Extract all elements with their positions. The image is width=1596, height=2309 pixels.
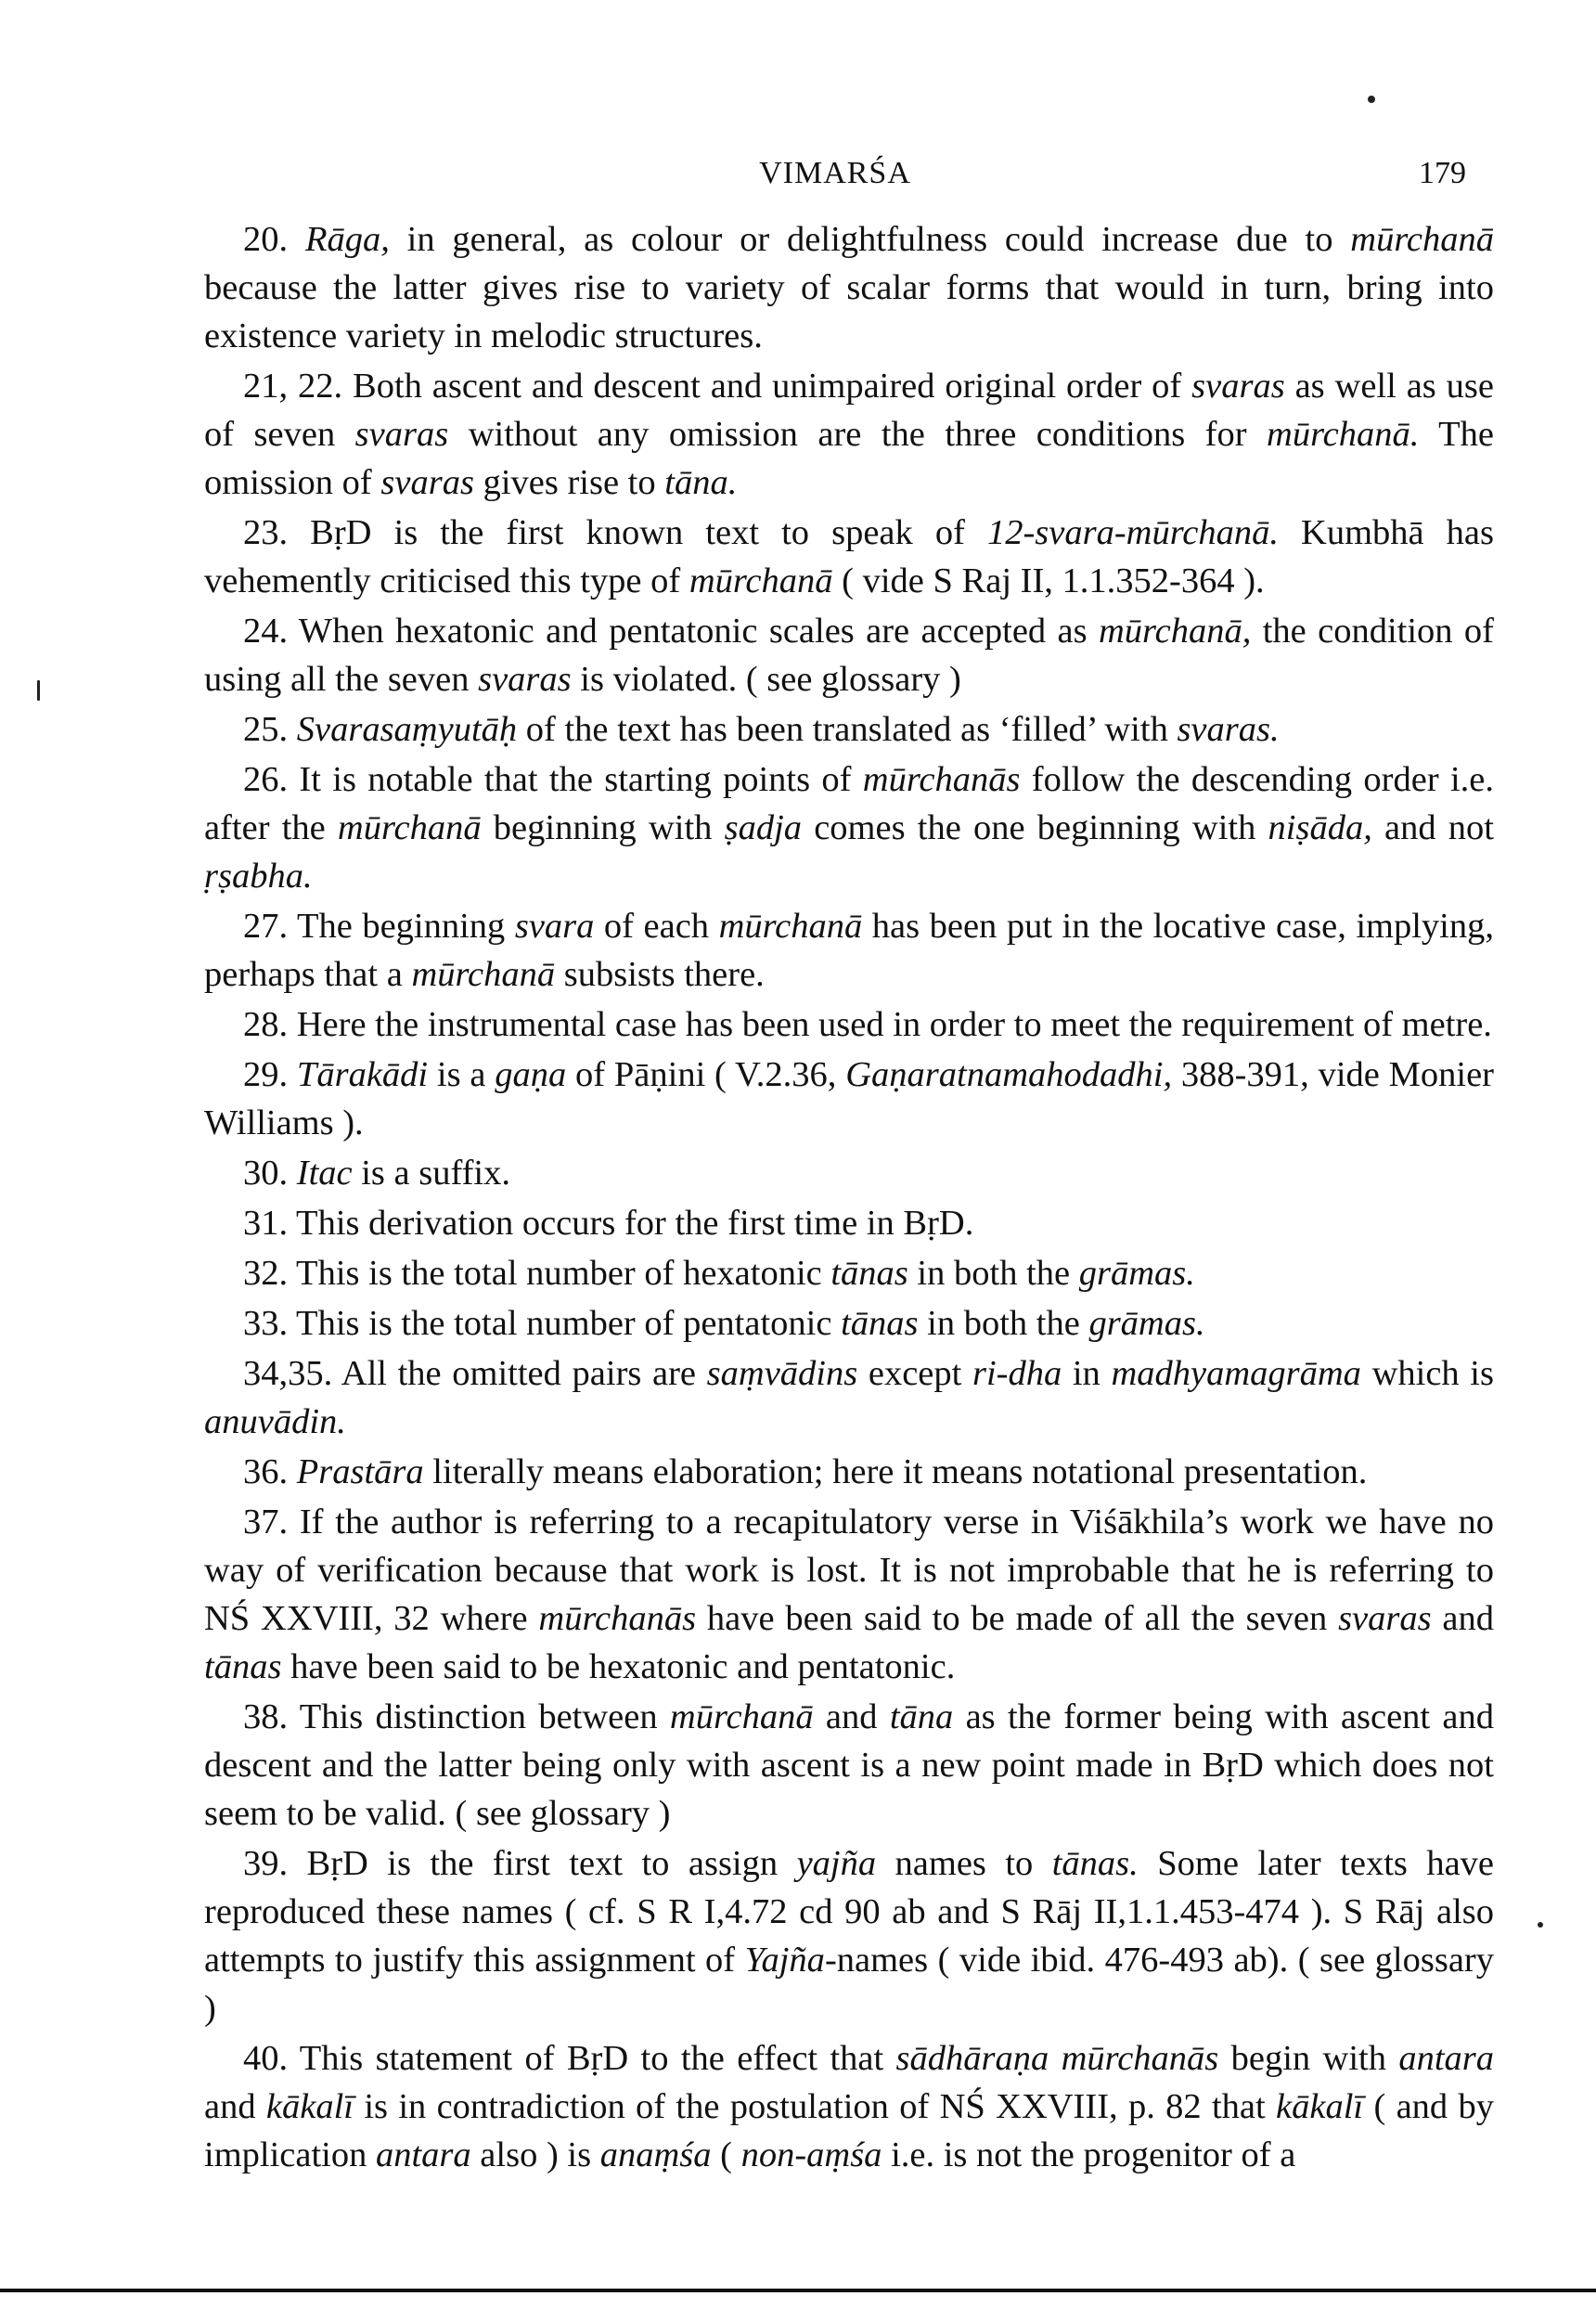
italic-term: tānas	[204, 1647, 282, 1686]
note-text: in both the	[918, 1304, 1089, 1343]
italic-term: mūrchanā	[718, 907, 863, 946]
italic-term: Prastāra	[296, 1452, 424, 1491]
note-text: literally means elaboration; here it means notational presentation.	[423, 1452, 1368, 1491]
endnote	[204, 1051, 1494, 1147]
italic-term: tānas	[830, 1254, 908, 1293]
italic-term: svaras	[478, 660, 572, 699]
running-head: VIMARŚA	[759, 156, 911, 190]
italic-term: kākalī	[1276, 2087, 1364, 2126]
italic-term: tānas	[841, 1304, 919, 1343]
page-header	[204, 156, 1466, 202]
italic-term: yajña	[796, 1844, 877, 1883]
note-text: 29.	[243, 1055, 297, 1094]
note-text: subsists there.	[555, 955, 765, 994]
note-text: have been said to be made of all the seven	[696, 1599, 1339, 1638]
note-text: i.e. is not the progenitor of a	[882, 2135, 1296, 2174]
italic-term: mūrchanās	[862, 760, 1021, 799]
note-text: and	[204, 2087, 266, 2126]
italic-term: svaras.	[1177, 710, 1280, 749]
scan-speck	[37, 680, 40, 701]
note-text: ( vide S Raj II, 1.1.352-364 ).	[832, 561, 1265, 600]
note-text: of Pāṇini ( V.2.36,	[566, 1055, 846, 1094]
note-text: in both the	[907, 1254, 1079, 1293]
note-text: has been put in the locative case, implying, perhaps that a	[204, 907, 1494, 994]
note-text: begin with	[1218, 2039, 1399, 2078]
endnote	[204, 509, 1494, 605]
endnote	[204, 1149, 1494, 1197]
endnote	[204, 1000, 1494, 1049]
italic-term: Itac	[296, 1154, 353, 1193]
note-text: as the former being with ascent and descent and the latter being only with ascent is a new point made in BṛD which does not seem to be valid. ( see glossary )	[204, 1697, 1494, 1833]
note-text: is a	[428, 1055, 496, 1094]
italic-term: non-aṃśa	[740, 2135, 882, 2174]
endnote	[204, 1448, 1494, 1496]
note-text: 28. Here the instrumental case has been used in order to meet the requirement of metre.	[243, 1005, 1492, 1044]
note-text: and not	[1371, 808, 1494, 847]
note-text: of each	[594, 907, 719, 946]
italic-term: Rāga,	[304, 220, 390, 259]
italic-term: sādhāraṇa mūrchanās	[895, 2039, 1219, 2078]
italic-term: grāmas.	[1088, 1304, 1205, 1343]
note-text: without any omission are the three conditions for	[448, 415, 1268, 454]
note-text: in general, as colour or delightfulness could increase due to	[389, 220, 1351, 259]
note-text: is in contradiction of the postulation of NŚ XXVIII, p. 82 that	[354, 2087, 1277, 2126]
note-text: 32. This is the total number of hexatonic	[243, 1254, 831, 1293]
note-text: also ) is	[470, 2135, 600, 2174]
italic-term: Svarasaṃyutāḥ	[296, 710, 518, 749]
endnote	[204, 1693, 1494, 1838]
note-text: as well as use of seven	[204, 367, 1495, 454]
note-text: except	[857, 1354, 972, 1393]
note-text: 26. It is notable that the starting points of	[243, 760, 863, 799]
endnote	[204, 2034, 1494, 2179]
italic-term: svaras	[380, 463, 474, 502]
note-text: gives rise to	[473, 463, 665, 502]
note-text: is violated. ( see glossary )	[571, 660, 961, 699]
italic-term: tāna.	[664, 463, 738, 502]
italic-term: mūrchanā	[337, 808, 482, 847]
italic-term: mūrchanā	[1350, 220, 1494, 259]
italic-term: saṃvādins	[706, 1354, 858, 1393]
endnote	[204, 705, 1494, 754]
note-text: 24. When hexatonic and pentatonic scales are accepted as	[243, 612, 1099, 651]
italic-term: svaras	[354, 415, 449, 454]
endnotes-body	[204, 215, 1494, 2181]
note-text: 33. This is the total number of pentatonic	[243, 1304, 842, 1343]
endnote	[204, 1349, 1494, 1446]
italic-term: svaras	[1338, 1599, 1432, 1638]
endnote	[204, 607, 1494, 703]
note-text: 20.	[243, 220, 305, 259]
italic-term: mūrchanā	[689, 561, 833, 600]
endnote	[204, 1199, 1494, 1247]
note-text: and	[813, 1697, 890, 1736]
note-text: in	[1062, 1354, 1112, 1393]
endnote	[204, 1498, 1494, 1691]
italic-term: Yajña	[744, 1941, 825, 1980]
endnote	[204, 215, 1494, 360]
italic-term: tāna	[889, 1697, 954, 1736]
italic-term: antara	[1398, 2039, 1494, 2078]
italic-term: antara	[375, 2135, 471, 2174]
endnote	[204, 1299, 1494, 1348]
scan-speck	[1538, 1922, 1543, 1928]
note-text: the condition of using all the seven	[204, 612, 1494, 699]
italic-term: mūrchanā	[669, 1697, 814, 1736]
note-text: 21, 22. Both ascent and descent and unimpaired original order of	[243, 367, 1192, 406]
italic-term: svaras	[1191, 367, 1285, 406]
italic-term: gaṇa	[495, 1055, 567, 1094]
note-text: -names ( vide ibid. 476-493 ab). ( see glossary )	[204, 1941, 1494, 2028]
italic-term: Gaṇaratnamahodadhi,	[845, 1055, 1173, 1094]
note-text: ( and by implication	[204, 2087, 1494, 2174]
note-text: beginning with	[481, 808, 725, 847]
note-text: 40. This statement of BṛD to the effect that	[243, 2039, 896, 2078]
italic-term: anuvādin.	[204, 1402, 346, 1441]
italic-term: ṣadja	[724, 808, 803, 847]
italic-term: tānas.	[1051, 1844, 1139, 1883]
note-text: because the latter gives rise to variety of scalar forms that would in turn, bring into existence variety in melodic structures.	[204, 268, 1494, 355]
italic-term: madhyamagrāma	[1111, 1354, 1361, 1393]
note-text: 23. BṛD is the first known text to speak of	[243, 513, 987, 552]
note-text: 31. This derivation occurs for the first time in BṛD.	[243, 1204, 974, 1243]
italic-term: grāmas.	[1078, 1254, 1195, 1293]
note-text: 39. BṛD is the first text to assign	[243, 1844, 797, 1883]
note-text: names to	[876, 1844, 1052, 1883]
italic-term: mūrchanās	[538, 1599, 697, 1638]
scan-speck	[1368, 96, 1375, 103]
note-text: which is	[1360, 1354, 1494, 1393]
note-text: 25.	[243, 710, 297, 749]
italic-term: mūrchanā	[411, 955, 556, 994]
endnote	[204, 755, 1494, 900]
endnote	[204, 362, 1494, 507]
italic-term: niṣāda,	[1268, 808, 1372, 847]
italic-term: 12-svara-mūrchanā.	[986, 513, 1279, 552]
note-text: comes the one beginning with	[802, 808, 1268, 847]
italic-term: anaṃśa	[599, 2135, 712, 2174]
italic-term: mūrchanā.	[1267, 415, 1420, 454]
bottom-scan-edge	[0, 2289, 1596, 2292]
italic-term: kākalī	[265, 2087, 354, 2126]
note-text: of the text has been translated as ‘filled’ with	[517, 710, 1178, 749]
endnote	[204, 1249, 1494, 1297]
note-text: The omission of	[204, 415, 1494, 502]
note-text: have been said to be hexatonic and pentatonic.	[281, 1647, 956, 1686]
note-text: 36.	[243, 1452, 297, 1491]
note-text: 38. This distinction between	[243, 1697, 670, 1736]
note-text: is a suffix.	[352, 1154, 511, 1193]
page-number: 179	[1419, 156, 1466, 190]
note-text: 34,35. All the omitted pairs are	[243, 1354, 707, 1393]
endnote	[204, 902, 1494, 999]
italic-term: svara	[514, 907, 595, 946]
note-text: (	[711, 2135, 741, 2174]
note-text: 37. If the author is referring to a recapitulatory verse in Viśākhila’s work we have no way of verification because that work is lost. It is not improbable that he is referring to NŚ XXVIII, 32 where	[204, 1503, 1494, 1638]
italic-term: mūrchanā,	[1099, 612, 1252, 651]
note-text: 27. The beginning	[243, 907, 515, 946]
endnote	[204, 1839, 1494, 2032]
note-text: and	[1431, 1599, 1494, 1638]
italic-term: ṛṣabha.	[204, 857, 313, 896]
italic-term: ri-dha	[972, 1354, 1062, 1393]
note-text: 388-391, vide Monier Williams ).	[204, 1055, 1494, 1142]
note-text: 30.	[243, 1154, 297, 1193]
italic-term: Tārakādi	[296, 1055, 429, 1094]
note-text: Some later texts have reproduced these names ( cf. S R I,4.72 cd 90 ab and S Rāj II,1.1.453-474 ). S Rāj also attempts to justify this assignment of	[204, 1844, 1494, 1980]
note-text: Kumbhā has vehemently criticised this type of	[204, 513, 1494, 600]
note-text: follow the descending order i.e. after the	[204, 760, 1494, 847]
